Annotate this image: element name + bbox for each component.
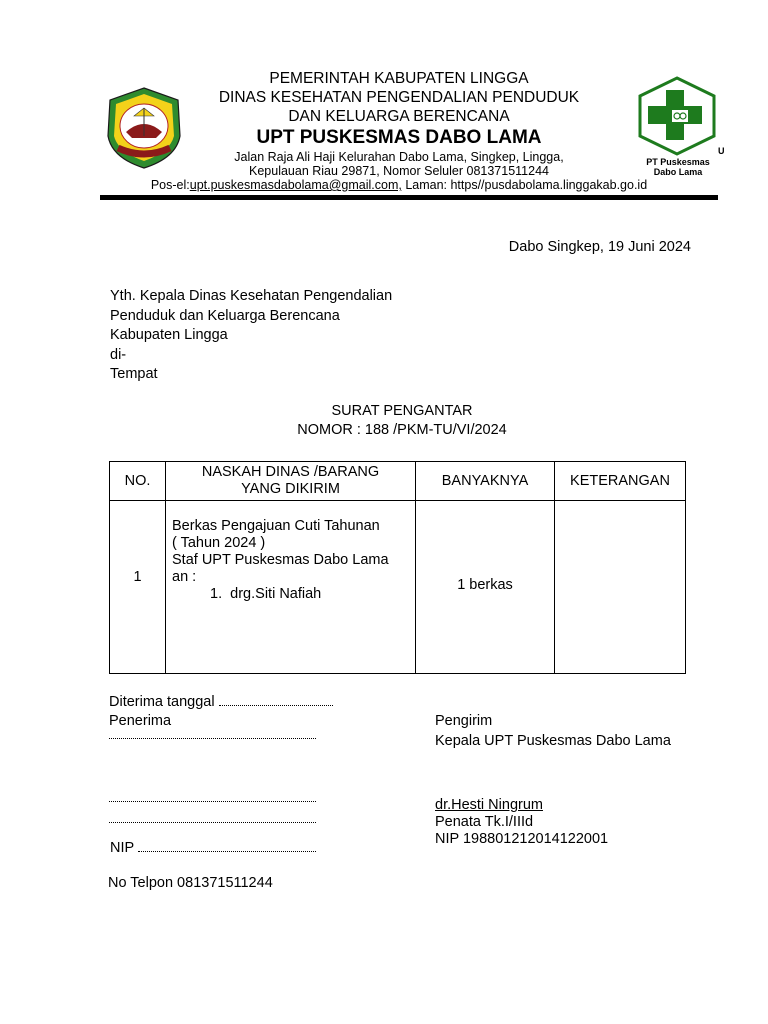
header-address-2: Kepulauan Riau 29871, Nomor Seluler 081371511244	[249, 164, 549, 178]
recipient-block	[110, 287, 392, 385]
email-label: Pos-el:	[150, 178, 190, 192]
header-divider	[100, 195, 718, 200]
header-department-cont: DAN KELUARGA BERENCANA	[288, 108, 510, 125]
receiver-nip-blank	[138, 839, 316, 852]
logo-caption-line-2: Dabo Lama	[653, 167, 703, 177]
sender-title: Kepala UPT Puskesmas Dabo Lama	[435, 733, 671, 749]
row-description	[166, 501, 416, 674]
header-naskah	[166, 462, 416, 501]
header-no: NO.	[110, 462, 166, 501]
phone-number: No Telpon 081371511244	[108, 875, 273, 891]
row-desc-line-2: ( Tahun 2024 )	[172, 535, 266, 551]
received-date-blank	[219, 693, 333, 706]
signer-nip: NIP 198801212014122001	[435, 831, 609, 847]
logo-caption-line-1: PT Puskesmas	[646, 157, 710, 167]
table-header-row	[110, 462, 686, 501]
row-desc-line-3: Staf UPT Puskesmas Dabo Lama	[172, 552, 389, 568]
signer-name: dr.Hesti Ningrum	[435, 797, 543, 813]
row-no: 1	[110, 501, 166, 674]
received-date-label: Diterima tanggal	[109, 694, 215, 710]
header-institution: UPT PUSKESMAS DABO LAMA	[256, 127, 542, 148]
recipient-line-1: Yth. Kepala Dinas Kesehatan Pengendalian	[110, 288, 393, 304]
recipient-line-2: Penduduk dan Keluarga Berencana	[110, 307, 340, 324]
row-keterangan	[555, 501, 686, 674]
email-link[interactable]: upt.puskesmasdabolama@gmail.com,	[189, 178, 402, 192]
letter-title: SURAT PENGANTAR	[331, 403, 473, 419]
row-desc-item-number: 1.	[210, 586, 223, 602]
signer-rank: Penata Tk.I/IIId	[435, 814, 534, 830]
receiver-label: Penerima	[109, 713, 172, 729]
receiver-name-blank	[109, 801, 316, 802]
header-keterangan: KETERANGAN	[555, 462, 686, 501]
receiver-rank-blank	[109, 822, 316, 823]
header-address-1: Jalan Raja Ali Haji Kelurahan Dabo Lama, Singkep, Lingga,	[234, 150, 564, 164]
header-government: PEMERINTAH KABUPATEN LINGGA	[269, 70, 529, 87]
row-banyaknya: 1 berkas	[416, 501, 555, 674]
row-desc-line-1: Berkas Pengajuan Cuti Tahunan	[172, 518, 380, 534]
receiver-nip-label: NIP	[110, 840, 134, 856]
website-text: Laman: https//pusdabolama.linggakab.go.id	[401, 178, 648, 192]
puskesmas-logo	[636, 76, 718, 156]
letter-date: Dabo Singkep, 19 Juni 2024	[508, 239, 691, 255]
receiver-signature-blank	[109, 738, 316, 739]
recipient-line-3: Kabupaten Lingga	[110, 327, 228, 343]
header-naskah-line-1: NASKAH DINAS /BARANG	[201, 464, 380, 480]
recipient-line-4: di-	[110, 346, 127, 363]
received-date-line	[109, 693, 333, 713]
row-desc-line-4: an :	[172, 569, 197, 585]
recipient-line-5: Tempat	[110, 366, 158, 382]
header-department: DINAS KESEHATAN PENGENDALIAN PENDUDUK	[218, 89, 580, 106]
header-banyaknya: BANYAKNYA	[416, 462, 555, 501]
header-naskah-line-2: YANG DIKIRIM	[241, 481, 340, 497]
items-table	[109, 461, 686, 674]
header-contact-line	[0, 178, 768, 192]
table-row	[110, 501, 686, 674]
sender-label: Pengirim	[435, 713, 493, 729]
puskesmas-logo-caption	[636, 157, 720, 177]
letter-number: NOMOR : 188 /PKM-TU/VI/2024	[297, 422, 507, 438]
row-desc-item	[172, 586, 409, 603]
logo-u-mark: U	[718, 146, 725, 156]
receiver-nip-line	[110, 839, 316, 859]
row-desc-item-name: drg.Siti Nafiah	[230, 586, 322, 602]
